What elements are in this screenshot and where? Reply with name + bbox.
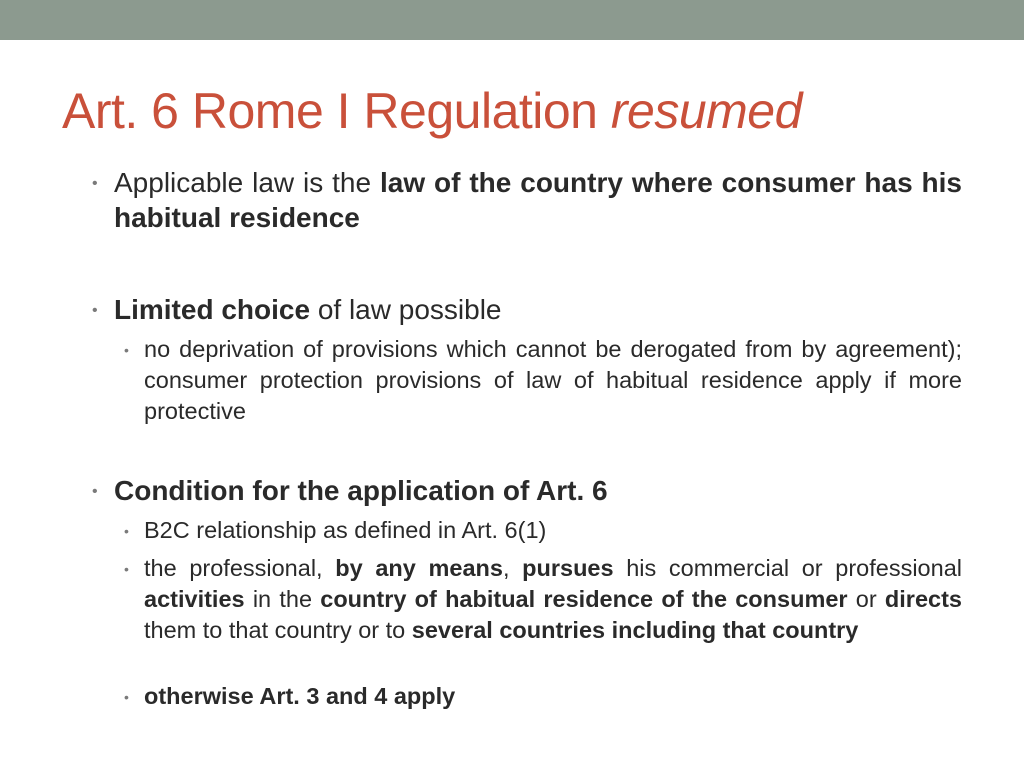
sub-bullet-b2c: B2C relationship as defined in Art. 6(1) (144, 517, 547, 543)
sub-bullet-otherwise: otherwise Art. 3 and 4 apply (144, 683, 456, 709)
top-accent-bar (0, 0, 1024, 40)
bullet-marker: • (92, 175, 98, 192)
sub-bullet-marker: • (124, 523, 129, 539)
bullet-marker: • (92, 302, 98, 319)
title-italic: resumed (610, 83, 802, 139)
sub-bullet-marker: • (124, 561, 129, 577)
sub-bullet-marker: • (124, 342, 129, 358)
sub-bullet-deprivation: no deprivation of provisions which cannot be derogated from by agreement); consumer protection provisions of law of habitual residence apply if more protective (144, 336, 962, 424)
bullet-applicable-law: Applicable law is the law of the country where consumer has his habitual residence (114, 167, 962, 233)
title-main: Art. 6 Rome I Regulation (62, 83, 611, 139)
sub-bullet-professional: the professional, by any means, pursues his commercial or professional activities in the country of habitual residence of the consumer or directs them to that country or to several countries including that country (144, 555, 962, 643)
bullet-limited-choice: Limited choice of law possible (114, 294, 502, 325)
bullet-condition: Condition for the application of Art. 6 (114, 475, 608, 506)
bullet-marker: • (92, 483, 98, 500)
slide-title (62, 84, 802, 139)
sub-bullet-marker: • (124, 689, 129, 705)
